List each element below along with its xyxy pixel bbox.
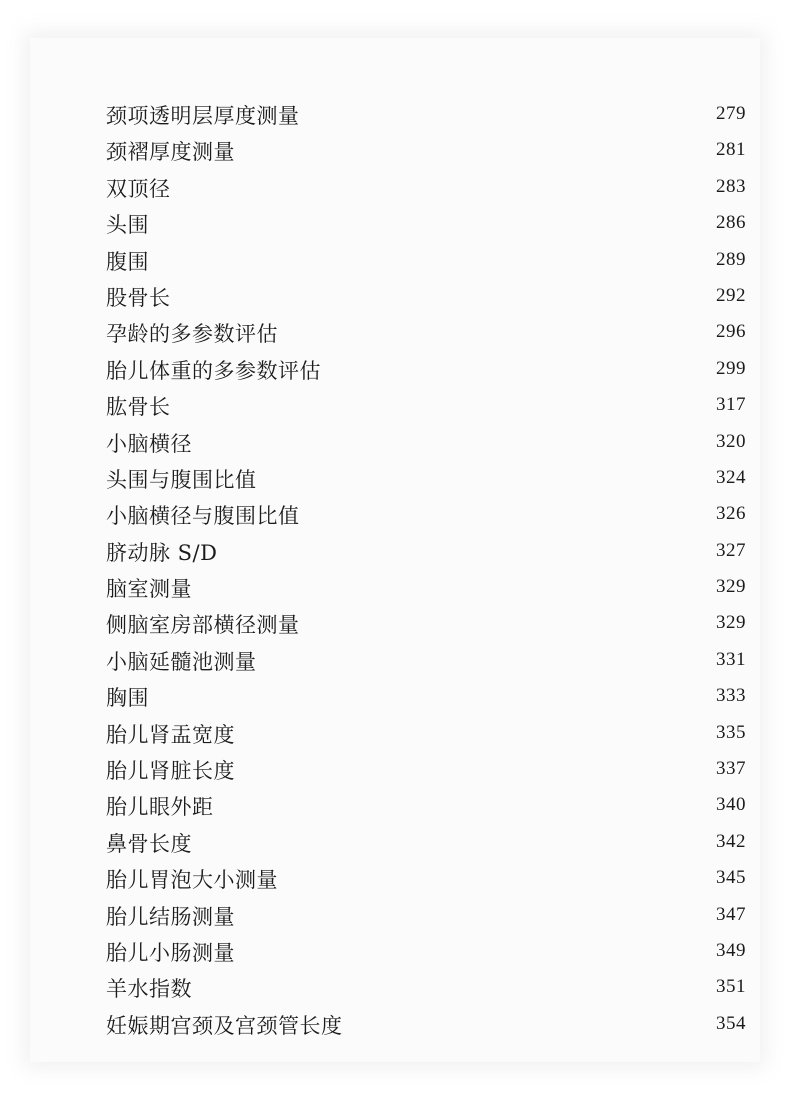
toc-entry-title: 脐动脉 S/D [106, 540, 218, 565]
book-page [30, 38, 760, 1062]
toc-entry-title: 胎儿眼外距 [106, 795, 214, 820]
toc-entry-page-number: 349 [716, 939, 746, 961]
toc-entry [106, 171, 746, 207]
toc-entry-title: 小脑横径 [106, 431, 192, 456]
toc-entry [106, 971, 746, 1007]
toc-entry [106, 1008, 746, 1044]
toc-entry-page-number: 279 [716, 103, 746, 124]
toc-entry-title: 腹围 [106, 249, 149, 274]
toc-entry-page-number: 351 [716, 976, 746, 998]
toc-entry-page-number: 320 [716, 430, 746, 452]
toc-entry-page-number: 317 [716, 394, 746, 416]
toc-entry [106, 353, 746, 389]
toc-entry-title: 头围 [106, 213, 149, 238]
toc-entry [106, 134, 746, 170]
toc-entry-page-number: 327 [716, 539, 746, 561]
toc-entry-page-number: 342 [716, 830, 746, 852]
toc-entry [106, 789, 746, 825]
toc-entry-title: 羊水指数 [106, 977, 192, 1002]
toc-entry-title: 胸围 [106, 686, 149, 711]
toc-entry [106, 717, 746, 753]
toc-entry-title: 侧脑室房部横径测量 [106, 613, 300, 638]
toc-entry-page-number: 283 [716, 175, 746, 197]
toc-entry-title: 胎儿肾脏长度 [106, 759, 235, 784]
toc-entry [106, 607, 746, 643]
toc-entry-page-number: 347 [716, 903, 746, 925]
toc-entry [106, 862, 746, 898]
toc-entry-title: 脑室测量 [106, 577, 192, 602]
toc-entry-page-number: 340 [716, 794, 746, 816]
toc-entry-page-number: 335 [716, 721, 746, 743]
toc-entry-page-number: 296 [716, 321, 746, 343]
toc-entry-page-number: 354 [716, 1012, 746, 1034]
table-of-contents [106, 98, 746, 1044]
toc-entry-page-number: 292 [716, 284, 746, 306]
toc-entry [106, 644, 746, 680]
toc-entry-title: 头围与腹围比值 [106, 467, 257, 492]
toc-entry [106, 280, 746, 316]
toc-entry-title: 胎儿胃泡大小测量 [106, 868, 278, 893]
toc-entry-title: 孕龄的多参数评估 [106, 322, 278, 347]
toc-entry [106, 753, 746, 789]
toc-entry-page-number: 326 [716, 503, 746, 525]
toc-entry-page-number: 299 [716, 357, 746, 379]
toc-entry [106, 244, 746, 280]
toc-entry [106, 935, 746, 971]
toc-entry [106, 98, 746, 134]
toc-entry-title: 小脑横径与腹围比值 [106, 504, 300, 529]
toc-entry [106, 426, 746, 462]
toc-entry-page-number: 331 [716, 648, 746, 670]
toc-entry [106, 389, 746, 425]
toc-entry [106, 535, 746, 571]
toc-entry-page-number: 329 [716, 612, 746, 634]
toc-entry [106, 498, 746, 534]
toc-entry-page-number: 324 [716, 466, 746, 488]
toc-entry [106, 571, 746, 607]
toc-entry-title: 小脑延髓池测量 [106, 649, 257, 674]
toc-entry-page-number: 337 [716, 758, 746, 780]
toc-entry-title: 胎儿结肠测量 [106, 904, 235, 929]
toc-entry-title: 胎儿肾盂宽度 [106, 722, 235, 747]
toc-entry-page-number: 345 [716, 867, 746, 889]
toc-entry-title: 鼻骨长度 [106, 831, 192, 856]
toc-entry [106, 826, 746, 862]
toc-entry-title: 股骨长 [106, 285, 171, 310]
toc-entry-title: 肱骨长 [106, 395, 171, 420]
toc-entry-page-number: 289 [716, 248, 746, 270]
toc-entry [106, 899, 746, 935]
toc-entry [106, 462, 746, 498]
toc-entry-title: 胎儿小肠测量 [106, 940, 235, 965]
toc-entry-page-number: 333 [716, 685, 746, 707]
toc-entry [106, 680, 746, 716]
toc-entry [106, 207, 746, 243]
toc-entry-title: 颈项透明层厚度测量 [106, 104, 300, 128]
toc-entry-title: 妊娠期宫颈及宫颈管长度 [106, 1013, 343, 1038]
toc-entry-page-number: 286 [716, 212, 746, 234]
toc-entry-page-number: 281 [716, 139, 746, 161]
toc-entry-page-number: 329 [716, 576, 746, 598]
toc-entry-title: 胎儿体重的多参数评估 [106, 358, 321, 383]
toc-entry-title: 颈褶厚度测量 [106, 140, 235, 165]
toc-entry-title: 双顶径 [106, 176, 171, 201]
toc-entry [106, 316, 746, 352]
